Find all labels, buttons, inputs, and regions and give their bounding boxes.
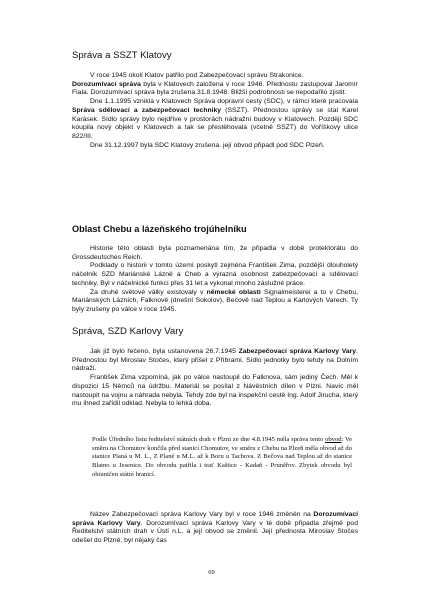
paragraph: František Zima vzpomíná, jak po válce nastoupil do Falknova, sám jediný Čech. Měl k dispozici 15 Němců na údržbu. Materiál se posílal z Návěstních dílen v Plzni. Navíc měl nastoupit na vojnu a náhrada nebyla. Tehdy zde byl na inspekční cestě Ing. Adolf Jirucha, který mu ihned zařídil odklad. Nebyla to lehká doba. bbox=[72, 374, 358, 408]
quote-text: Podle Úředního listu ředitelství státních drah v Plzni ze dne 4.8.1945 měla správa tento obvod: Ve směru na Chomutov končila před stanicí Chomutov, ve směru z Chebu na Plzeň měla obvod až do stanice Planá u M. L., Z Plané u M.L. až k Boru u Tachova. Z Bečova nad Teplou až do stanice Blatno u Jesenice. Do obvodu patřila i trať Kaštice - Kadaň - Pruněřov. Zbytek obvodu byl ohraničen státní hranicí. bbox=[92, 436, 352, 478]
paragraph: Za druhé světové války existovaly v německé oblasti Signalmeisterei a to v Chebu, Mariánských Lázních, Falknově (dnešní Sokolov), Bečově nad Teplou a Karlových Varech. Ty byly zrušeny po válce v roce 1945. bbox=[72, 288, 358, 313]
section-body-karlovy-vary bbox=[72, 348, 358, 409]
section-heading-klatovy: Správa a SSZT Klatovy bbox=[72, 50, 172, 61]
section-body-karlovy-vary-cont bbox=[72, 511, 358, 546]
paragraph: V roce 1945 okolí Klatov patřilo pod Zabezpečovací správu Strakonice. Dorozumívací správa byla v Klatovech založena v roce 1946. Přednostu zastupoval Jaromír Fiala. Dorozumívací správa byla zrušena 31.8.1948. Bližší podrobnosti se nepodařilo zjistit. bbox=[72, 72, 358, 97]
block-quote bbox=[92, 436, 352, 480]
section-heading-karlovy-vary: Správa, SZD Karlovy Vary bbox=[72, 326, 184, 337]
paragraph: Jak již bylo řečeno, byla ustanovena 26.7.1945 Zabezpečovací správa Karlovy Vary. Přednostou byl Miroslav Stočes, který přišel z Příbrami. Sídlo jednotky bylo tehdy na Dolním nádraží. bbox=[72, 348, 358, 373]
paragraph: Historie této oblasti byla poznamenána tím, že připadla v době protektorátu do Grossdeutsches Reich. bbox=[72, 245, 358, 261]
section-body-cheb bbox=[72, 245, 358, 315]
section-heading-cheb: Oblast Chebu a lázeňského trojúhelníku bbox=[72, 224, 247, 234]
page-number: 69 bbox=[208, 569, 215, 576]
section-body-klatovy bbox=[72, 72, 358, 150]
paragraph: Podklady o historii v tomto území poskytl zejména František Zima, pozdější dlouholetý náčelník SZD Mariánské Lázně a Cheb a výrazná osobnost zabezpečovací a sdělovací techniky. Byl v náčelnické funkci přes 31 let a vykonal mnoho záslužné práce. bbox=[72, 262, 358, 287]
paragraph: Dne 31.12.1997 byla SDC Klatovy zrušena. její obvod připadl pod SDC Plzeň. bbox=[90, 141, 325, 149]
paragraph: Dne 1.1.1995 vznikla v Klatovech Správa dopravní cesty (SDC), v rámci které pracovala Správa sdělovací a zabezpečovací techniky (SSZT). Přednostou správy se stal Karel Karásek. Sídlo správy bylo nejdříve v prostorách nádražní budovy v Klatovech. Později SDC koupila nový objekt v Klatovech a tak se přestěhovala (včetně SSZT) do Voříškovy ulice 822/III. bbox=[72, 98, 358, 140]
paragraph: Název Zabezpečovací správa Karlovy Vary byl v roce 1946 změněn na Dorozumívací správa Karlovy Vary. Dorozumívací správa Karlovy Vary v té době připadla zřejmě pod Ředitelství státních drah v Ústí n.L. a její obvod se změnil. Její přednosta Miroslav Stočes odešel do Plzně, byl nějaký čas bbox=[72, 511, 358, 545]
